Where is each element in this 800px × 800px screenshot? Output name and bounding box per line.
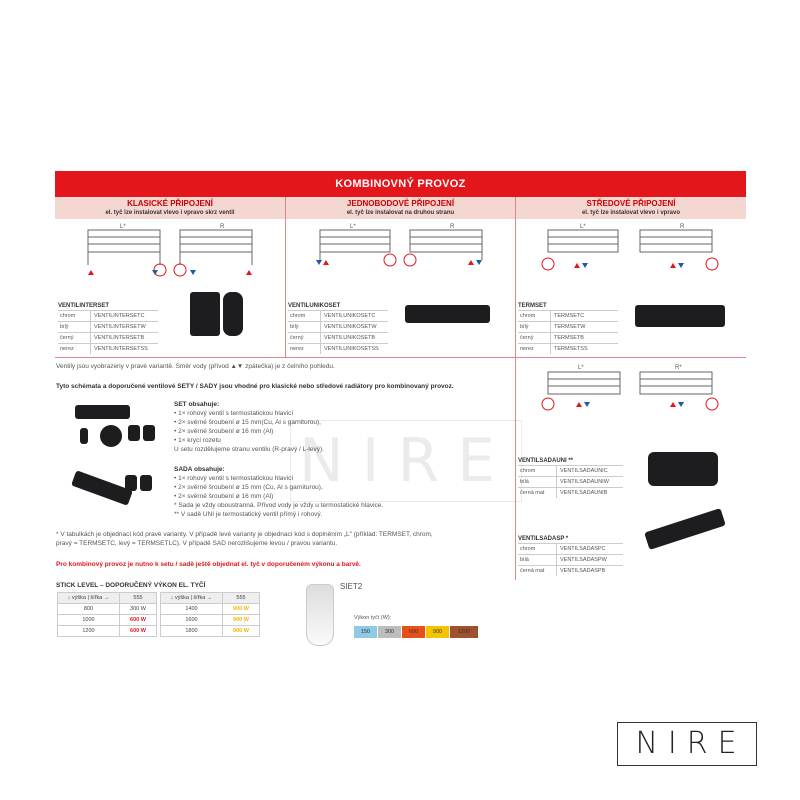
diagram-label-l: L*: [350, 224, 356, 230]
stick-title: STICK LEVEL – DOPORUČENÝ VÝKON EL. TYČÍ: [56, 582, 206, 589]
sada-contents: SADA obsahuje: • 1× rohový ventil s termostatickou hlavicí • 2× svěrné šroubení ø 15 mm (Cu, Al s garniturou), • 2× svěrné šroubení ø 16 mm (Al) * Sada je vždy oboustranná. Přívod vody je vždy u termostatické hlavice. ** V sadě UNI je termostatický ventil přímý i rohový.: [174, 466, 384, 518]
banner-title: KOMBINOVNÝ PROVOZ: [55, 171, 746, 197]
column-head-stredove: [516, 197, 746, 219]
kit-image-set-valve: [75, 405, 130, 419]
power-label: Výkon tyčí (W):: [354, 615, 392, 621]
column-title: JEDNOBODOVÉ PŘIPOJENÍ: [346, 199, 455, 208]
kit-image-sada-fitting: [140, 475, 152, 491]
set-contents: SET obsahuje: • 1× rohový ventil s termostatickou hlavicí • 2× svěrné šroubení ø 15 mm(Cu, Al s garniturou), • 2× svěrné šroubení ø 16 mm (Al) • 1× krycí rozetu U setu rozdělujeme stranu ventilu (R-pravý / L-levý).: [174, 401, 324, 453]
brand-logo: NIRE: [617, 722, 757, 766]
product-image-termset: [635, 305, 725, 327]
table-unikoset: VENTILUNIKOSET chrom VENTILUNIKOSETC bílý VENTILUNIKOSETW černý VENTILUNIKOSETB nerez VENTILUNIKOSETSS: [288, 303, 388, 354]
table-sadauni: VENTILSADAUNI ** chrom VENTILSADAUNIC bílá VENTILSADAUNIW černá mat VENTILSADAUNIB: [518, 458, 623, 498]
kit-image-sada-fitting: [125, 475, 137, 491]
column-title: STŘEDOVÉ PŘIPOJENÍ: [586, 199, 676, 208]
table-sadasp: VENTILSADASP * chrom VENTILSADASPC bílá VENTILSADASPW černá mat VENTILSADASPB: [518, 536, 623, 576]
product-image-interset: [190, 292, 220, 336]
power-swatch: 300: [378, 626, 401, 638]
divider: [515, 197, 516, 580]
power-swatch: 600: [402, 626, 425, 638]
power-swatch: 900: [426, 626, 449, 638]
table-termset: TERMSET chrom TERMSETC bílý TERMSETW černý TERMSETB nerez TERMSETSS: [518, 303, 618, 354]
stick-product-image: [306, 584, 334, 646]
column-subtitle: el. tyč lze instalovat vlevo i vpravo skrz ventil: [105, 210, 235, 216]
footnote-order-code: * V tabulkách je objednací kód pravé varianty. V případě levé varianty je objednací kód s doplněním „L" (příklad: TERMSET, chrom, pravý = TERMSETC, levý = TERMSETLC). V případě SAD nerozlišujeme levou / pravou variantu.: [56, 531, 433, 547]
table-interset: VENTILINTERSET chrom VENTILINTERSETC bílý VENTILINTERSETW černý VENTILINTERSETB nerez VENTILINTERSETSS: [58, 303, 158, 354]
table-title: VENTILINTERSET: [58, 303, 110, 309]
column-subtitle: el. tyč lze instalovat vlevo i vpravo: [581, 210, 681, 216]
product-image-unikoset: [405, 305, 490, 323]
kit-image-set-rosette: [100, 425, 122, 447]
diagram-label-r: R*: [675, 365, 682, 371]
product-image-sadasp: [644, 508, 726, 550]
table-title: VENTILUNIKOSET: [288, 303, 341, 309]
kit-image-set-fitting: [128, 425, 140, 441]
product-image-interset-head: [223, 292, 243, 336]
note-valves: Ventily jsou vyobrazeny v pravé variantě. Směr vody (přívod ▲▼ zpátečka) je z čelního pohledu.: [56, 363, 335, 370]
diagram-label-r: R: [450, 224, 455, 230]
radiator-diagram-jednobodove: [290, 220, 510, 280]
radiator-diagram-klasicke: [60, 220, 280, 280]
power-swatch: 150: [354, 626, 377, 638]
column-head-klasicke: [55, 197, 285, 219]
table-title: TERMSET: [518, 303, 547, 309]
diagram-label-l: L*: [580, 224, 586, 230]
column-head-jednobodove: [286, 197, 515, 219]
stick-table-right: ↓ výška | šířka → 555 1400 900 W 1600 900 W 1800 900 W: [160, 592, 260, 637]
product-image-sadauni: [648, 452, 718, 486]
diagram-label-l: L*: [120, 224, 126, 230]
watermark: NIRE: [290, 420, 522, 502]
radiator-diagram-stredove: [520, 220, 740, 280]
divider: [285, 197, 286, 357]
column-subtitle: el. tyč lze instalovat na druhou stranu: [346, 210, 455, 216]
kit-image-set-fitting: [80, 428, 88, 444]
radiator-diagram-sada: [520, 362, 740, 417]
power-swatch: 1200: [450, 626, 478, 638]
diagram-label-r: R: [220, 224, 225, 230]
column-title: KLASICKÉ PŘIPOJENÍ: [127, 199, 213, 208]
table-title: VENTILSADASP *: [518, 536, 569, 542]
stick-product-name: SIET2: [340, 582, 363, 591]
diagram-label-r: R: [680, 224, 685, 230]
stick-table-left: ↓ výška | šířka → 555 800 300 W 1000 600 W 1200 600 W: [57, 592, 157, 637]
divider: [55, 357, 746, 358]
note-schemes: Tyto schémata a doporučené ventilové SETY / SADY jsou vhodné pro klasické nebo středové radiátory pro kombinovaný provoz.: [56, 383, 454, 390]
table-title: VENTILSADAUNI **: [518, 458, 574, 464]
kit-image-sada-valve: [71, 470, 133, 506]
warning-order-stick: Pro kombinový provoz je nutno k setu / sadě ještě objednat el. tyč v doporučeném výkonu a barvě.: [56, 561, 361, 568]
diagram-label-l: L*: [578, 365, 584, 371]
kit-image-set-fitting: [143, 425, 155, 441]
